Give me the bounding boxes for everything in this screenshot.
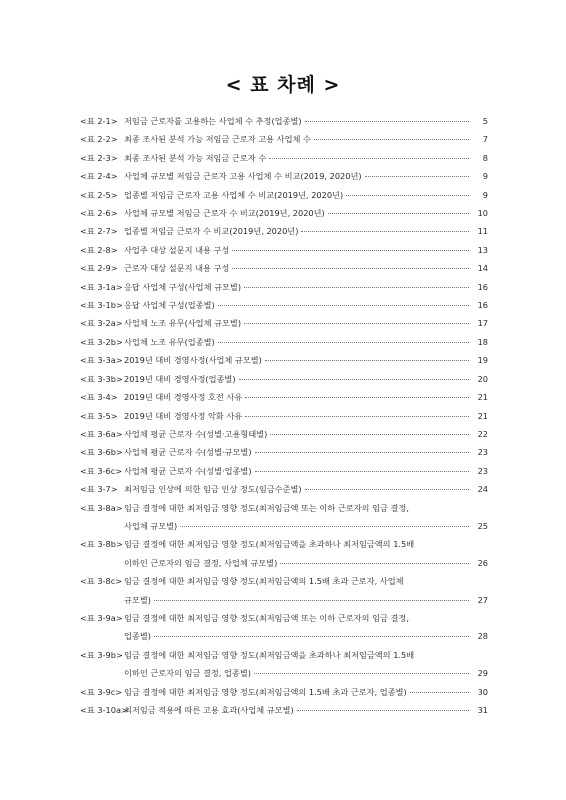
- toc-entry-code: <표 3-8b>: [80, 539, 123, 550]
- toc-entry-line: [80, 407, 488, 425]
- toc-entry-page: 5: [482, 116, 488, 126]
- dot-leader: [218, 305, 469, 306]
- toc-entry-line: [80, 314, 488, 332]
- toc-entry-title: 사업체 규모별 저임금 근로자 수 비교(2019년, 2020년): [124, 208, 325, 219]
- toc-entry-code: <표 3-6a>: [80, 428, 123, 439]
- toc-entry[interactable]: [80, 462, 488, 480]
- toc-entry[interactable]: [80, 241, 488, 259]
- toc-entry-line: [80, 167, 488, 185]
- dot-leader: [305, 489, 469, 490]
- toc-entry-title: 사업체 평균 근로자 수(성별·업종별): [124, 465, 252, 476]
- dot-leader: [255, 471, 469, 472]
- toc-entry[interactable]: [80, 572, 488, 609]
- toc-entry-title: 최저임금 적용에 따른 고용 효과(사업체 규모별): [124, 705, 294, 715]
- toc-entry-title: 2019년 대비 경영사정 악화 사유: [124, 410, 243, 421]
- dot-leader: [265, 360, 469, 361]
- toc-entry-title: 임금 결정에 대한 최저임금 영향 정도(최저임금액 또는 이하 근로자의 임금 결정,: [124, 502, 409, 513]
- toc-entry-code: <표 2-9>: [80, 263, 118, 274]
- toc-entry-title: 임금 결정에 대한 최저임금 영향 정도(최저임금액의 1.5배 초과 근로자, 업종별): [124, 686, 407, 697]
- toc-entry-line: [80, 609, 488, 627]
- toc-entry[interactable]: [80, 296, 488, 314]
- toc-entry-code: <표 3-6b>: [80, 447, 123, 458]
- toc-entry-title: 근로자 대상 설문지 내용 구성: [124, 263, 230, 274]
- toc-entry-page: 14: [477, 263, 488, 274]
- toc-entry-code: <표 2-3>: [80, 152, 118, 163]
- toc-entry-page: 16: [477, 300, 488, 311]
- toc-entry-code: <표 3-2b>: [80, 336, 123, 347]
- toc-entry-title: 저임금 근로자를 고용하는 사업체 수 추정(업종별): [124, 116, 302, 126]
- toc-entry[interactable]: [80, 388, 488, 406]
- toc-entry-code: <표 3-2a>: [80, 318, 123, 329]
- toc-entry-title: 사업체 노조 유무(업종별): [124, 336, 215, 347]
- toc-entry-title: 응답 사업체 구성(사업체 규모별): [124, 281, 242, 292]
- toc-entry[interactable]: [80, 646, 488, 683]
- toc-entry-code: <표 3-3b>: [80, 373, 123, 384]
- toc-entry[interactable]: [80, 351, 488, 369]
- dot-leader: [269, 158, 469, 159]
- toc-entry[interactable]: [80, 112, 488, 130]
- toc-entry-page: 23: [477, 447, 488, 458]
- toc-entry-title: 업종별 저임금 근로자 고용 사업체 수 비교(2019년, 2020년): [124, 189, 344, 200]
- toc-entry[interactable]: [80, 407, 488, 425]
- toc-entry-page: 11: [477, 226, 488, 237]
- toc-entry-page: 22: [477, 428, 488, 439]
- toc-entry[interactable]: [80, 609, 488, 646]
- toc-entry-line: [80, 370, 488, 388]
- toc-entry-line: [80, 333, 488, 351]
- toc-entry-code: <표 3-9c>: [80, 686, 123, 697]
- toc-entry-page: 9: [482, 189, 488, 200]
- toc-entry-title: 업종별 저임금 근로자 수 비교(2019년, 2020년): [124, 226, 299, 237]
- toc-entry-title: 최종 조사된 분석 가능 저임금 근로자 수: [124, 152, 267, 163]
- toc-entry-title-continued: 업종별): [124, 631, 151, 642]
- toc-entry-code: <표 3-10a>: [80, 705, 128, 715]
- toc-entry[interactable]: [80, 370, 488, 388]
- toc-entry-title-continued: 이하인 근로자의 임금 결정, 업종별): [124, 668, 251, 679]
- toc-entry[interactable]: [80, 443, 488, 461]
- page-title: < 표 차례 >: [225, 74, 341, 96]
- toc-entry-title: 2019년 대비 경영사정 호전 사유: [124, 392, 243, 403]
- toc-entry-line: [80, 388, 488, 406]
- toc-entry-code: <표 2-1>: [80, 116, 118, 126]
- toc-entry[interactable]: [80, 149, 488, 167]
- toc-entry-line: [80, 462, 488, 480]
- toc-entry-page: 16: [477, 281, 488, 292]
- toc-entry-line: [80, 701, 488, 719]
- toc-entry-line: [80, 222, 488, 240]
- toc-entry-page: 25: [477, 520, 488, 531]
- toc-entry-line: [80, 443, 488, 461]
- toc-entry-code: <표 3-1b>: [80, 300, 123, 311]
- toc-entry-line: [80, 130, 488, 148]
- dot-leader: [218, 342, 469, 343]
- toc-entry-line: [80, 204, 488, 222]
- toc-entry-line: [80, 664, 488, 682]
- dot-leader: [244, 287, 469, 288]
- toc-entry-line: [80, 259, 488, 277]
- toc-entry-line: [80, 149, 488, 167]
- dot-leader: [301, 231, 469, 232]
- toc-entry-code: <표 2-7>: [80, 226, 118, 237]
- toc-entry-line: [80, 683, 488, 701]
- toc-entry-page: 30: [477, 686, 488, 697]
- toc-entry-code: <표 2-8>: [80, 244, 118, 255]
- dot-leader: [305, 121, 469, 122]
- toc-entry-line: [80, 554, 488, 572]
- dot-leader: [154, 636, 469, 637]
- toc-entry[interactable]: [80, 480, 488, 498]
- toc-entry-title: 임금 결정에 대한 최저임금 영향 정도(최저임금액의 1.5배 초과 근로자, 사업체: [124, 576, 404, 587]
- dot-leader: [245, 416, 469, 417]
- toc-entry-page: 17: [477, 318, 488, 329]
- toc-entry[interactable]: [80, 535, 488, 572]
- toc-entry-title: 사업체 노조 유무(사업체 규모별): [124, 318, 242, 329]
- toc-entry[interactable]: [80, 222, 488, 240]
- dot-leader: [245, 397, 469, 398]
- dot-leader: [280, 563, 469, 564]
- toc-entry[interactable]: [80, 314, 488, 332]
- toc-entry-page: 27: [477, 594, 488, 605]
- toc-entry-line: [80, 646, 488, 664]
- toc-entry-line: [80, 112, 488, 130]
- toc-entry[interactable]: [80, 130, 488, 148]
- toc-entry-line: [80, 591, 488, 609]
- toc-entry-page: 10: [477, 208, 488, 219]
- toc-entry-code: <표 3-4>: [80, 392, 118, 403]
- toc-entry[interactable]: [80, 333, 488, 351]
- toc-entry-code: <표 2-6>: [80, 208, 118, 219]
- dot-leader: [180, 526, 469, 527]
- toc-entry-line: [80, 278, 488, 296]
- toc-entry-page: 9: [482, 171, 488, 182]
- toc-entry-code: <표 3-3a>: [80, 355, 123, 366]
- toc-entry-line: [80, 351, 488, 369]
- toc-entry-page: 29: [477, 668, 488, 679]
- toc-entry-line: [80, 241, 488, 259]
- toc-entry-page: 13: [477, 244, 488, 255]
- dot-leader: [270, 434, 469, 435]
- toc-entry-line: [80, 517, 488, 535]
- toc-entry-title-continued: 이하인 근로자의 임금 결정, 사업체 규모별): [124, 557, 278, 568]
- toc-entry-title-continued: 사업체 규모별): [124, 520, 178, 531]
- toc-entry-code: <표 3-8c>: [80, 576, 123, 587]
- toc-entry-line: [80, 627, 488, 645]
- toc-entry[interactable]: [80, 204, 488, 222]
- toc-entry-line: [80, 499, 488, 517]
- toc-entry-title: 임금 결정에 대한 최저임금 영향 정도(최저임금액 또는 이하 근로자의 임금 결정,: [124, 612, 409, 623]
- dot-leader: [297, 710, 469, 711]
- table-of-contents: [80, 112, 488, 719]
- toc-entry-code: <표 3-9b>: [80, 649, 123, 660]
- toc-entry-line: [80, 186, 488, 204]
- toc-entry-code: <표 2-5>: [80, 189, 118, 200]
- toc-entry[interactable]: [80, 701, 488, 719]
- toc-entry-line: [80, 296, 488, 314]
- dot-leader: [154, 600, 469, 601]
- toc-entry[interactable]: [80, 278, 488, 296]
- toc-entry-page: 28: [477, 631, 488, 642]
- toc-entry-title: 임금 결정에 대한 최저임금 영향 정도(최저임금액을 초과하나 최저임금액의 1.5배: [124, 539, 415, 550]
- toc-entry-page: 31: [477, 705, 488, 715]
- dot-leader: [346, 195, 469, 196]
- toc-entry[interactable]: [80, 425, 488, 443]
- toc-entry-page: 23: [477, 465, 488, 476]
- toc-entry-title: 최저임금 인상에 의한 임금 인상 정도(임금수준별): [124, 484, 302, 495]
- toc-entry-title: 사업체 평균 근로자 수(성별·고용형태별): [124, 428, 268, 439]
- toc-entry[interactable]: [80, 167, 488, 185]
- toc-entry-line: [80, 572, 488, 590]
- dot-leader: [314, 139, 469, 140]
- toc-entry-line: [80, 480, 488, 498]
- toc-entry[interactable]: [80, 186, 488, 204]
- dot-leader: [239, 379, 469, 380]
- toc-entry-page: 24: [477, 484, 488, 495]
- toc-entry-code: <표 3-5>: [80, 410, 118, 421]
- toc-entry-title: 사업체 평균 근로자 수(성별·규모별): [124, 447, 252, 458]
- toc-entry-code: <표 3-9a>: [80, 612, 123, 623]
- toc-entry-code: <표 3-6c>: [80, 465, 123, 476]
- toc-entry-page: 20: [477, 373, 488, 384]
- toc-entry-title: 최종 조사된 분석 가능 저임금 근로자 고용 사업체 수: [124, 134, 311, 145]
- toc-entry-title: 사업체 규모별 저임금 근로자 고용 사업체 수 비교(2019, 2020년): [124, 171, 362, 182]
- toc-entry-page: 7: [482, 134, 488, 145]
- toc-entry-page: 26: [477, 557, 488, 568]
- toc-entry-title: 2019년 대비 경영사정(업종별): [124, 373, 236, 384]
- toc-entry-code: <표 3-8a>: [80, 502, 123, 513]
- toc-entry-title-continued: 규모별): [124, 594, 151, 605]
- dot-leader: [255, 452, 469, 453]
- toc-entry-title: 2019년 대비 경영사정(사업체 규모별): [124, 355, 262, 366]
- dot-leader: [410, 692, 469, 693]
- toc-entry-page: 18: [477, 336, 488, 347]
- toc-entry-line: [80, 535, 488, 553]
- toc-entry-code: <표 3-7>: [80, 484, 118, 495]
- toc-entry-code: <표 2-2>: [80, 134, 118, 145]
- toc-entry[interactable]: [80, 683, 488, 701]
- toc-entry-page: 8: [482, 152, 488, 163]
- toc-entry[interactable]: [80, 259, 488, 277]
- toc-entry-title: 사업주 대상 설문지 내용 구성: [124, 244, 230, 255]
- toc-entry-title: 임금 결정에 대한 최저임금 영향 정도(최저임금액을 초과하나 최저임금액의 1.5배: [124, 649, 415, 660]
- toc-entry-page: 21: [477, 392, 488, 403]
- dot-leader: [365, 176, 469, 177]
- toc-entry-page: 21: [477, 410, 488, 421]
- dot-leader: [244, 323, 469, 324]
- toc-entry-title: 응답 사업체 구성(업종별): [124, 300, 215, 311]
- toc-entry-line: [80, 425, 488, 443]
- dot-leader: [254, 673, 469, 674]
- dot-leader: [232, 250, 469, 251]
- toc-entry[interactable]: [80, 499, 488, 536]
- toc-entry-page: 19: [477, 355, 488, 366]
- toc-entry-code: <표 2-4>: [80, 171, 118, 182]
- toc-entry-code: <표 3-1a>: [80, 281, 123, 292]
- dot-leader: [328, 213, 469, 214]
- dot-leader: [232, 268, 469, 269]
